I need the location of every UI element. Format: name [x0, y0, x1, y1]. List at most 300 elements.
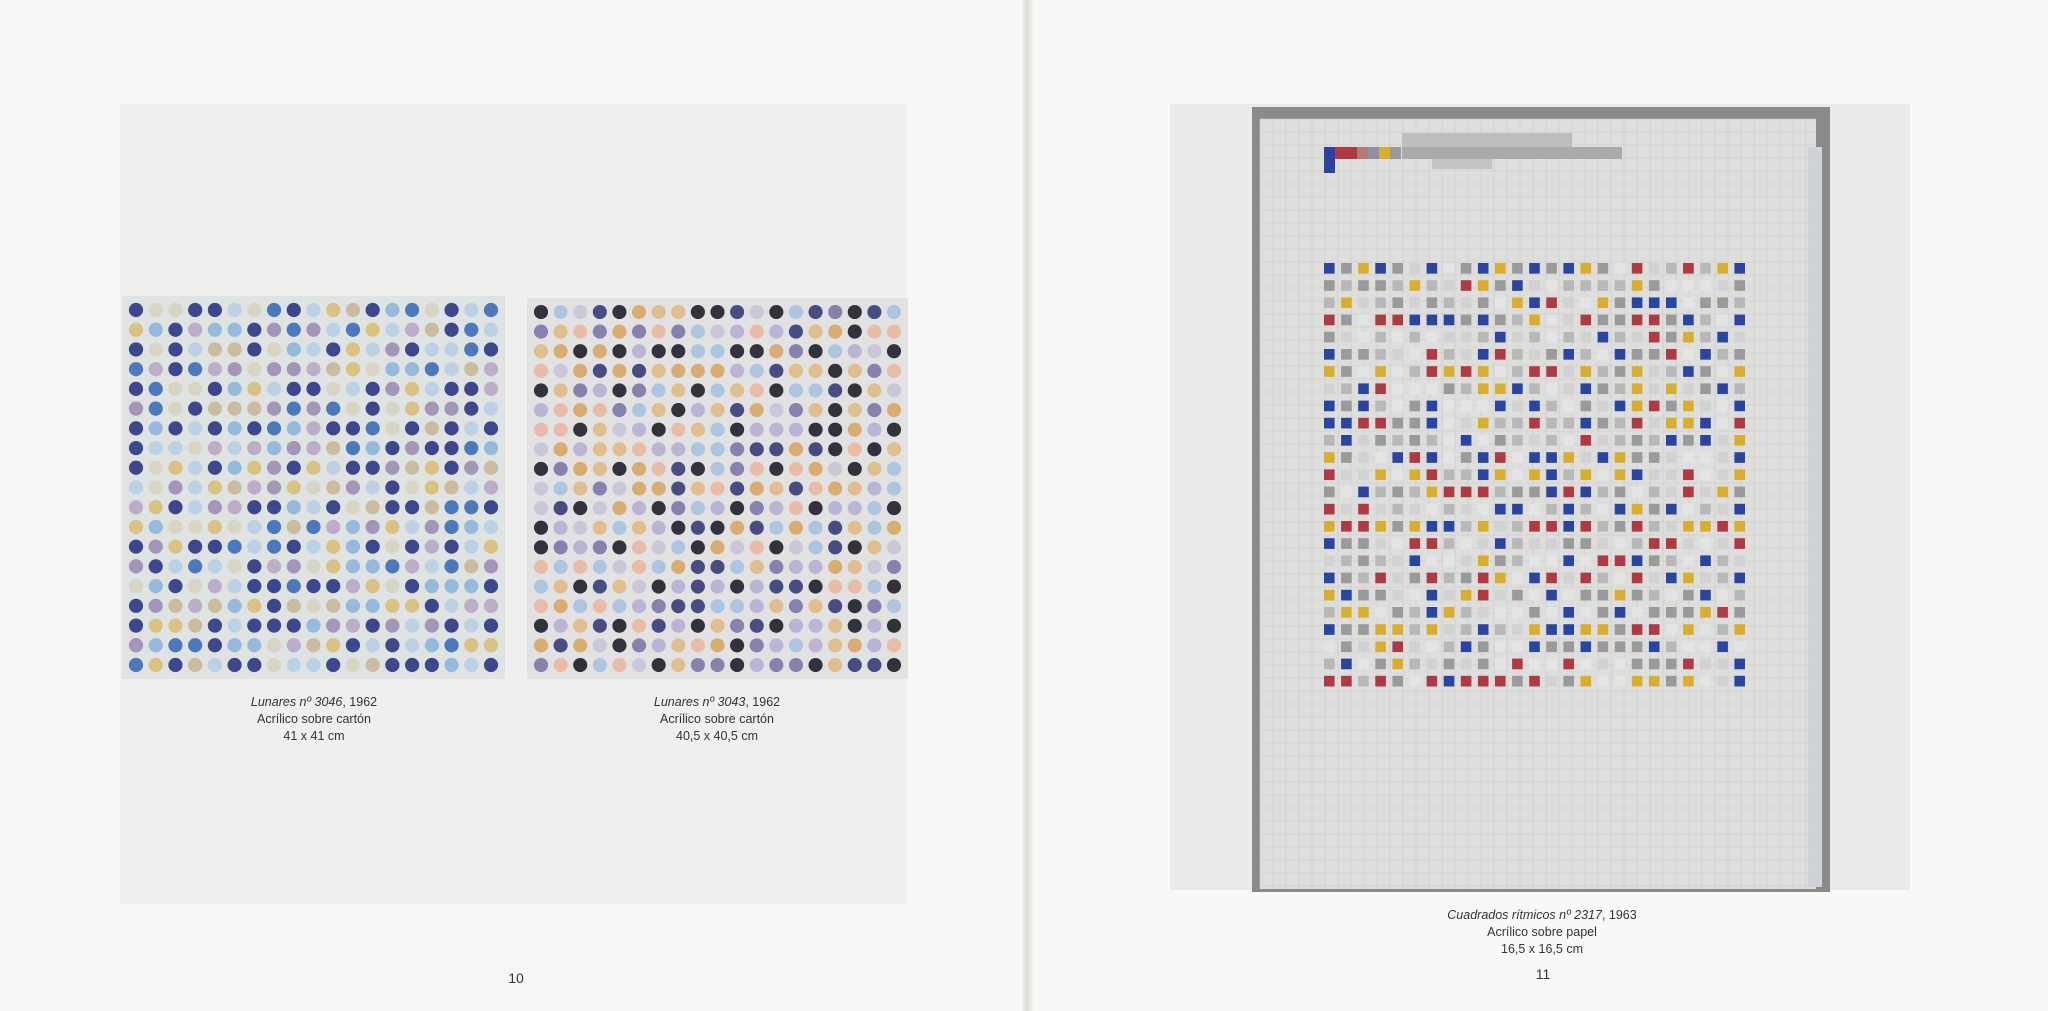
painted-square — [1461, 573, 1472, 584]
painted-dot — [828, 501, 842, 515]
painted-dot — [267, 303, 281, 317]
painted-dot — [828, 638, 842, 652]
painted-dot — [208, 461, 222, 475]
painted-square — [1734, 624, 1745, 635]
painted-square — [1632, 280, 1643, 291]
page-number-right: 11 — [1535, 966, 1551, 982]
painted-square — [1444, 607, 1455, 618]
painted-dot — [444, 461, 458, 475]
painted-square — [1581, 538, 1592, 549]
painted-dot — [652, 619, 666, 633]
painted-dot — [149, 342, 163, 356]
painted-square — [1444, 624, 1455, 635]
painted-square — [1598, 659, 1609, 670]
painted-square — [1427, 263, 1438, 274]
painted-dot — [867, 325, 881, 339]
painted-square — [1717, 418, 1728, 429]
painted-square — [1444, 349, 1455, 360]
painted-square — [1478, 555, 1489, 566]
painted-dot — [326, 599, 340, 613]
painted-dot — [612, 305, 626, 319]
painted-square — [1341, 435, 1352, 446]
painted-square — [1444, 383, 1455, 394]
dot-grid-painting — [527, 298, 908, 679]
painted-square — [1615, 521, 1626, 532]
painted-square — [1717, 538, 1728, 549]
painted-square — [1666, 315, 1677, 326]
painted-dot — [534, 403, 548, 417]
painted-square — [1341, 573, 1352, 584]
painted-dot — [789, 599, 803, 613]
painted-square — [1581, 366, 1592, 377]
painted-square — [1392, 297, 1403, 308]
painted-square — [1717, 297, 1728, 308]
painted-square — [1546, 555, 1557, 566]
painted-dot — [828, 599, 842, 613]
painted-dot — [366, 323, 380, 337]
painted-dot — [691, 383, 705, 397]
painted-dot — [484, 500, 498, 514]
painted-dot — [129, 461, 143, 475]
painted-dot — [789, 305, 803, 319]
painted-dot — [306, 461, 320, 475]
painted-dot — [769, 383, 783, 397]
painted-square — [1461, 555, 1472, 566]
painted-square — [1529, 435, 1540, 446]
painted-square — [1324, 521, 1335, 532]
painted-square — [1683, 401, 1694, 412]
painted-dot — [326, 382, 340, 396]
painted-square — [1410, 504, 1421, 515]
painted-square — [1341, 555, 1352, 566]
painted-dot — [267, 441, 281, 455]
painted-dot — [228, 599, 242, 613]
painted-square — [1341, 641, 1352, 652]
painted-square — [1666, 263, 1677, 274]
painted-dot — [188, 323, 202, 337]
painted-dot — [573, 403, 587, 417]
painted-square — [1563, 659, 1574, 670]
painted-square — [1341, 263, 1352, 274]
painted-dot — [405, 638, 419, 652]
painted-square — [1478, 521, 1489, 532]
painted-dot — [149, 540, 163, 554]
painted-square — [1734, 659, 1745, 670]
painted-square — [1461, 504, 1472, 515]
painted-square — [1375, 263, 1386, 274]
painted-square — [1375, 659, 1386, 670]
painted-square — [1461, 383, 1472, 394]
painted-dot — [484, 520, 498, 534]
painted-square — [1495, 676, 1506, 687]
painted-dot — [267, 342, 281, 356]
painted-dot — [887, 560, 901, 574]
painted-square — [1649, 332, 1660, 343]
painted-dot — [168, 638, 182, 652]
painted-dot — [867, 619, 881, 633]
painted-square — [1632, 521, 1643, 532]
painted-square — [1615, 332, 1626, 343]
painted-square — [1683, 349, 1694, 360]
painted-dot — [710, 599, 724, 613]
painted-dot — [710, 619, 724, 633]
painted-square — [1581, 676, 1592, 687]
painted-dot — [149, 520, 163, 534]
painted-square — [1478, 452, 1489, 463]
painted-dot — [652, 521, 666, 535]
painted-square — [1410, 452, 1421, 463]
painted-dot — [366, 421, 380, 435]
painted-square — [1461, 366, 1472, 377]
painted-dot — [671, 619, 685, 633]
painted-square — [1478, 401, 1489, 412]
painted-square — [1324, 676, 1335, 687]
painted-dot — [168, 382, 182, 396]
painted-square — [1649, 452, 1660, 463]
painted-dot — [267, 579, 281, 593]
painted-dot — [750, 638, 764, 652]
painted-dot — [710, 364, 724, 378]
painted-dot — [129, 342, 143, 356]
painted-square — [1341, 315, 1352, 326]
painted-square — [1563, 418, 1574, 429]
painted-dot — [671, 560, 685, 574]
painted-dot — [188, 618, 202, 632]
painted-square — [1358, 624, 1369, 635]
painted-dot — [306, 323, 320, 337]
painted-dot — [385, 599, 399, 613]
painted-dot — [671, 325, 685, 339]
painted-dot — [149, 421, 163, 435]
painted-dot — [769, 658, 783, 672]
painted-dot — [750, 325, 764, 339]
painted-dot — [405, 303, 419, 317]
painted-dot — [632, 462, 646, 476]
painted-dot — [149, 382, 163, 396]
painted-square — [1495, 624, 1506, 635]
painted-dot — [808, 344, 822, 358]
painted-square — [1598, 521, 1609, 532]
painted-dot — [168, 579, 182, 593]
painted-dot — [168, 323, 182, 337]
painted-square — [1392, 659, 1403, 670]
painted-square — [1734, 504, 1745, 515]
painted-dot — [710, 383, 724, 397]
painted-dot — [346, 382, 360, 396]
painted-square — [1375, 590, 1386, 601]
painted-dot — [632, 619, 646, 633]
painted-square — [1529, 349, 1540, 360]
painted-square — [1666, 280, 1677, 291]
painted-dot — [730, 658, 744, 672]
painted-square — [1358, 418, 1369, 429]
dot-grid-painting — [122, 296, 505, 679]
painted-square — [1444, 418, 1455, 429]
painted-square — [1529, 607, 1540, 618]
painted-dot — [593, 462, 607, 476]
artwork-title: Lunares nº 3046 — [250, 695, 343, 709]
painted-square — [1341, 452, 1352, 463]
painted-square — [1529, 659, 1540, 670]
painted-square — [1410, 435, 1421, 446]
painted-square — [1392, 573, 1403, 584]
painted-dot — [247, 638, 261, 652]
painted-dot — [534, 481, 548, 495]
painted-square — [1358, 538, 1369, 549]
painted-dot — [464, 342, 478, 356]
painted-dot — [848, 403, 862, 417]
artwork-title: Lunares nº 3043 — [653, 695, 746, 709]
painted-square — [1529, 641, 1540, 652]
painted-square — [1478, 504, 1489, 515]
painted-dot — [887, 579, 901, 593]
painted-dot — [425, 500, 439, 514]
painted-dot — [366, 520, 380, 534]
painted-dot — [306, 362, 320, 376]
painted-square — [1649, 607, 1660, 618]
painted-square — [1495, 383, 1506, 394]
painted-square — [1358, 315, 1369, 326]
painted-square — [1615, 676, 1626, 687]
painted-square — [1546, 315, 1557, 326]
painted-dot — [828, 658, 842, 672]
painted-dot — [691, 521, 705, 535]
painted-square — [1717, 332, 1728, 343]
painted-dot — [366, 579, 380, 593]
painted-dot — [464, 402, 478, 416]
painted-dot — [425, 461, 439, 475]
painted-square — [1717, 469, 1728, 480]
painted-dot — [730, 364, 744, 378]
painted-square — [1717, 349, 1728, 360]
painted-dot — [750, 344, 764, 358]
painted-dot — [887, 638, 901, 652]
painted-square — [1444, 401, 1455, 412]
painted-square — [1581, 435, 1592, 446]
painted-square — [1700, 624, 1711, 635]
painted-square — [1358, 383, 1369, 394]
painted-dot — [730, 560, 744, 574]
painted-square — [1683, 590, 1694, 601]
painted-dot — [867, 364, 881, 378]
painted-square — [1563, 332, 1574, 343]
artwork-dimensions: 16,5 x 16,5 cm — [1501, 942, 1583, 956]
painted-dot — [267, 599, 281, 613]
painted-dot — [848, 481, 862, 495]
painted-dot — [710, 540, 724, 554]
painted-dot — [691, 540, 705, 554]
painted-dot — [306, 638, 320, 652]
painted-square — [1410, 469, 1421, 480]
painted-square — [1341, 676, 1352, 687]
painted-dot — [730, 442, 744, 456]
painted-square — [1358, 504, 1369, 515]
painted-square — [1700, 349, 1711, 360]
painted-dot — [887, 305, 901, 319]
painted-dot — [730, 383, 744, 397]
painted-dot — [425, 638, 439, 652]
painted-square — [1358, 452, 1369, 463]
painted-dot — [887, 344, 901, 358]
painted-dot — [652, 658, 666, 672]
painted-dot — [228, 461, 242, 475]
painted-square — [1666, 297, 1677, 308]
painted-dot — [652, 579, 666, 593]
painted-dot — [464, 441, 478, 455]
painted-square — [1649, 555, 1660, 566]
painted-square — [1581, 401, 1592, 412]
artwork-medium: Acrílico sobre cartón — [660, 712, 774, 726]
painted-square — [1615, 435, 1626, 446]
painted-dot — [484, 382, 498, 396]
painted-dot — [168, 500, 182, 514]
painted-square — [1324, 573, 1335, 584]
painted-square — [1392, 349, 1403, 360]
painted-square — [1598, 624, 1609, 635]
painted-dot — [208, 500, 222, 514]
painted-dot — [769, 364, 783, 378]
painted-dot — [326, 579, 340, 593]
painted-square — [1529, 263, 1540, 274]
painted-square — [1358, 555, 1369, 566]
painted-square — [1563, 401, 1574, 412]
painted-dot — [867, 579, 881, 593]
painted-square — [1632, 297, 1643, 308]
painted-dot — [632, 599, 646, 613]
painted-square — [1324, 263, 1335, 274]
painted-dot — [267, 402, 281, 416]
painted-dot — [188, 303, 202, 317]
painted-dot — [769, 403, 783, 417]
painted-square — [1444, 487, 1455, 498]
painted-square — [1666, 435, 1677, 446]
painted-square — [1529, 366, 1540, 377]
painted-square — [1427, 487, 1438, 498]
painted-square — [1683, 504, 1694, 515]
painted-dot — [671, 364, 685, 378]
painted-square — [1734, 315, 1745, 326]
painted-square — [1734, 573, 1745, 584]
painted-square — [1512, 590, 1523, 601]
painted-square — [1512, 452, 1523, 463]
painted-square — [1563, 590, 1574, 601]
painted-dot — [867, 383, 881, 397]
painted-square — [1546, 452, 1557, 463]
painted-square — [1598, 504, 1609, 515]
painted-square — [1666, 607, 1677, 618]
painted-dot — [306, 500, 320, 514]
painted-dot — [652, 364, 666, 378]
painted-dot — [484, 540, 498, 554]
artwork-caption — [214, 694, 414, 745]
painted-dot — [808, 579, 822, 593]
painted-square — [1358, 521, 1369, 532]
painted-dot — [287, 500, 301, 514]
painted-dot — [444, 500, 458, 514]
painted-dot — [464, 303, 478, 317]
painted-dot — [632, 540, 646, 554]
painted-square — [1478, 280, 1489, 291]
artwork-lunares-3043 — [527, 298, 908, 679]
painted-dot — [887, 325, 901, 339]
painted-dot — [887, 619, 901, 633]
painted-dot — [534, 560, 548, 574]
artwork-title: Cuadrados rítmicos nº 2317 — [1447, 908, 1602, 922]
painted-dot — [306, 480, 320, 494]
painted-dot — [228, 579, 242, 593]
painted-dot — [554, 423, 568, 437]
painted-dot — [848, 423, 862, 437]
painted-square — [1615, 366, 1626, 377]
painted-dot — [612, 383, 626, 397]
painted-dot — [730, 579, 744, 593]
painted-dot — [208, 579, 222, 593]
painted-dot — [534, 442, 548, 456]
painted-dot — [208, 540, 222, 554]
painted-square — [1563, 504, 1574, 515]
painted-square — [1324, 469, 1335, 480]
color-strip-cell — [1346, 147, 1357, 159]
painted-dot — [366, 599, 380, 613]
painted-dot — [366, 618, 380, 632]
painted-square — [1734, 401, 1745, 412]
painted-square — [1444, 366, 1455, 377]
painted-square — [1461, 469, 1472, 480]
painted-dot — [652, 423, 666, 437]
painted-square — [1341, 504, 1352, 515]
painted-square — [1392, 469, 1403, 480]
painted-dot — [593, 442, 607, 456]
painted-square — [1717, 366, 1728, 377]
painted-dot — [188, 500, 202, 514]
painted-dot — [867, 501, 881, 515]
painted-square — [1598, 418, 1609, 429]
painted-square — [1615, 607, 1626, 618]
painted-square — [1529, 315, 1540, 326]
painted-dot — [444, 402, 458, 416]
painted-dot — [769, 305, 783, 319]
painted-square — [1666, 641, 1677, 652]
painted-square — [1683, 297, 1694, 308]
painted-dot — [464, 638, 478, 652]
painted-square — [1700, 435, 1711, 446]
painted-dot — [671, 521, 685, 535]
painted-square — [1529, 676, 1540, 687]
painted-dot — [484, 402, 498, 416]
painted-dot — [593, 344, 607, 358]
artwork-year: , 1962 — [745, 695, 781, 709]
painted-dot — [808, 521, 822, 535]
painted-square — [1649, 435, 1660, 446]
painted-square — [1563, 555, 1574, 566]
painted-square — [1392, 521, 1403, 532]
painted-square — [1529, 401, 1540, 412]
painted-square — [1717, 315, 1728, 326]
painted-square — [1649, 641, 1660, 652]
painted-dot — [534, 305, 548, 319]
painted-dot — [769, 344, 783, 358]
painted-dot — [710, 423, 724, 437]
painted-dot — [769, 462, 783, 476]
painted-dot — [149, 461, 163, 475]
painted-dot — [267, 323, 281, 337]
painted-square — [1563, 383, 1574, 394]
painted-dot — [405, 323, 419, 337]
painted-square — [1717, 659, 1728, 670]
painted-square — [1427, 624, 1438, 635]
painted-square — [1358, 659, 1369, 670]
painted-square — [1461, 349, 1472, 360]
